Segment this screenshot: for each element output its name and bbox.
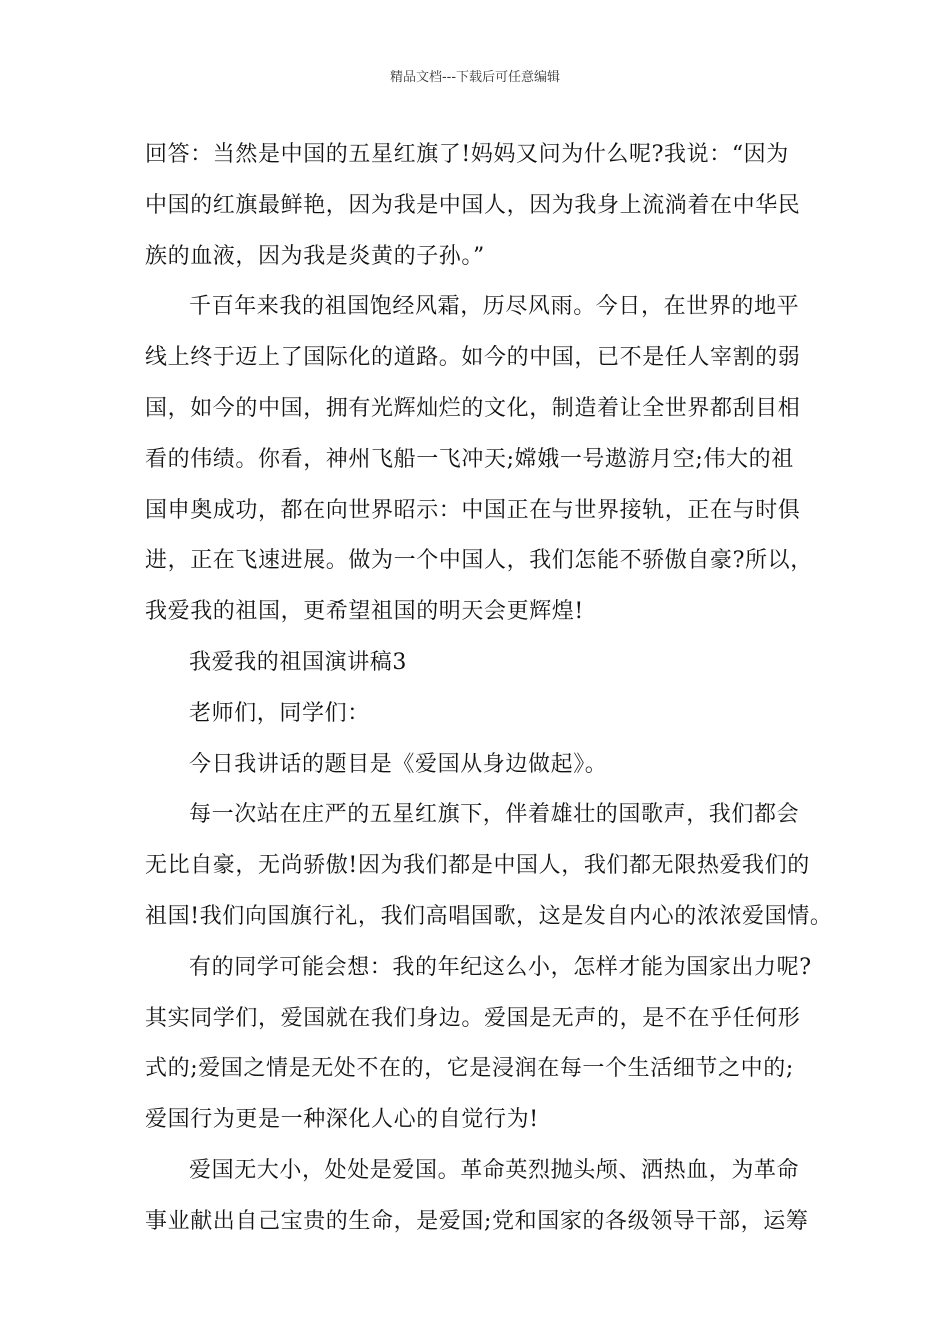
text-line: 爱国行为更是一种深化人心的自觉行为! bbox=[145, 1107, 539, 1133]
text-line: 中国的红旗最鲜艳，因为我是中国人，因为我身上流淌着在中华民 bbox=[145, 192, 801, 218]
text-line: 我爱我的祖国，更希望祖国的明天会更辉煌! bbox=[145, 599, 584, 625]
text-line: 线上终于迈上了国际化的道路。如今的中国，已不是任人宰割的弱 bbox=[145, 345, 801, 371]
text-line: 回答：当然是中国的五星红旗了!妈妈又问为什么呢?我说：“因为 bbox=[145, 142, 789, 167]
text-line: 有的同学可能会想：我的年纪这么小，怎样才能为国家出力呢? bbox=[189, 954, 812, 980]
text-line: 看的伟绩。你看，神州飞船一飞冲天;嫦娥一号遨游月空;伟大的祖 bbox=[145, 446, 794, 472]
text-line: 今日我讲话的题目是《爱国从身边做起》。 bbox=[189, 751, 608, 777]
text-line: 进，正在飞速进展。做为一个中国人，我们怎能不骄傲自豪?所以， bbox=[145, 548, 813, 574]
text-line: 国，如今的中国，拥有光辉灿烂的文化，制造着让全世界都刮目相 bbox=[145, 395, 801, 421]
text-line: 千百年来我的祖国饱经风霜，历尽风雨。今日，在世界的地平 bbox=[189, 294, 800, 320]
section-heading: 我爱我的祖国演讲稿3 bbox=[189, 649, 407, 675]
text-line: 事业献出自己宝贵的生命，是爱国;党和国家的各级领导干部，运筹 bbox=[145, 1208, 809, 1234]
text-line: 族的血液，因为我是炎黄的子孙。” bbox=[145, 243, 485, 269]
text-line: 无比自豪，无尚骄傲!因为我们都是中国人，我们都无限热爱我们的 bbox=[145, 853, 810, 879]
text-line: 其实同学们，爱国就在我们身边。爱国是无声的，是不在乎任何形 bbox=[145, 1005, 801, 1031]
salutation: 老师们，同学们： bbox=[189, 700, 370, 726]
text-line: 国申奥成功，都在向世界昭示：中国正在与世界接轨，正在与时俱 bbox=[145, 497, 801, 523]
text-line: 每一次站在庄严的五星红旗下，伴着雄壮的国歌声，我们都会 bbox=[189, 802, 800, 828]
text-line: 爱国无大小，处处是爱国。革命英烈抛头颅、洒热血，为革命 bbox=[189, 1157, 800, 1183]
text-line: 祖国!我们向国旗行礼，我们高唱国歌，这是发自内心的浓浓爱国情。 bbox=[145, 903, 833, 929]
page-header: 精品文档---下载后可任意编辑 bbox=[389, 70, 561, 85]
text-line: 式的;爱国之情是无处不在的，它是浸润在每一个生活细节之中的; bbox=[145, 1056, 794, 1082]
document-body bbox=[145, 130, 833, 1248]
